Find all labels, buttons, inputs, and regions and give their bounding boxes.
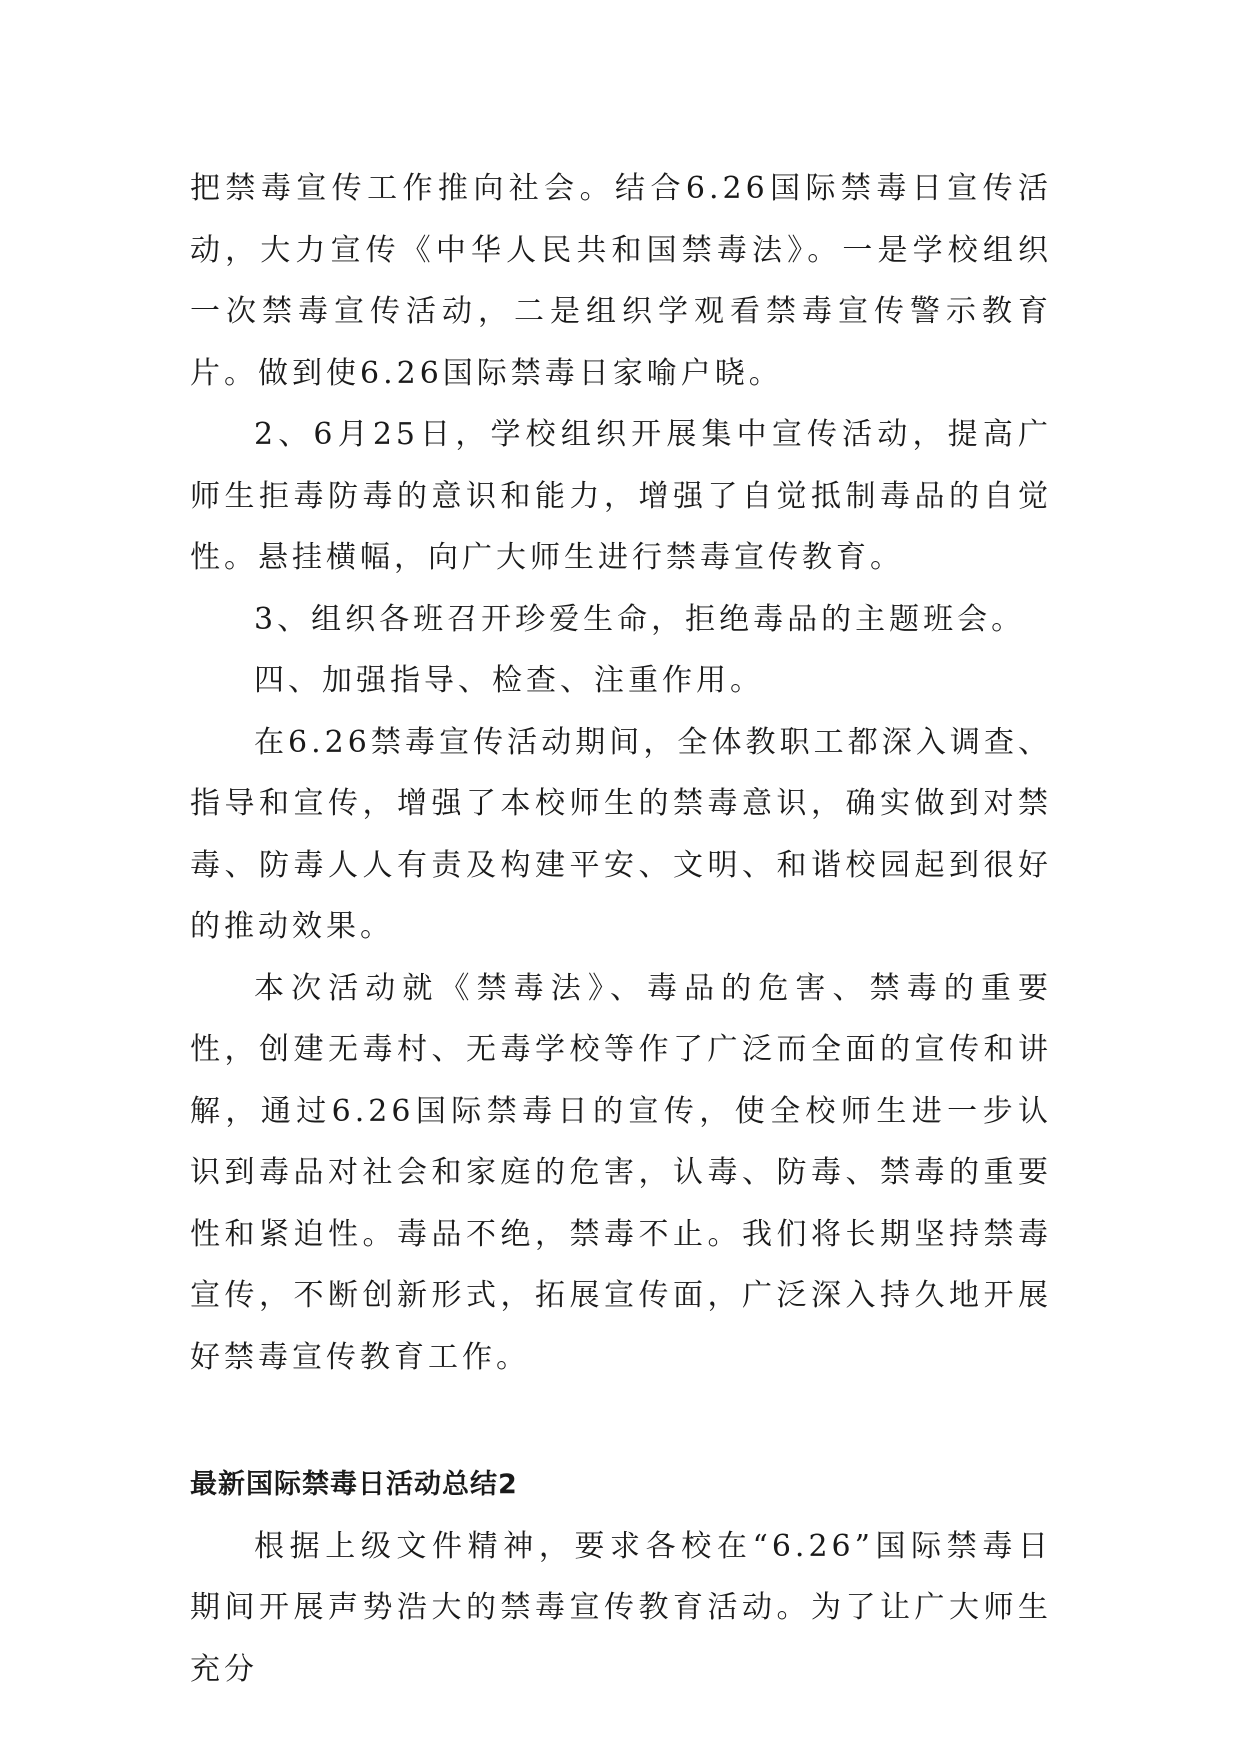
paragraph-3: 3、组织各班召开珍爱生命，拒绝毒品的主题班会。 [254,601,1026,637]
document-body [190,158,1052,1700]
paragraph-7: 根据上级文件精神，要求各校在“6.26”国际禁毒日期间开展声势浩大的禁毒宣传教育活动。为了让广大师生充分 [190,1528,1052,1687]
paragraph-5: 在6.26禁毒宣传活动期间，全体教职工都深入调查、指导和宣传，增强了本校师生的禁毒意识，确实做到对禁毒、防毒人人有责及构建平安、文明、和谐校园起到很好的推动效果。 [190,724,1052,944]
paragraph-1: 把禁毒宣传工作推向社会。结合6.26国际禁毒日宣传活动，大力宣传《中华人民共和国禁毒法》。一是学校组织一次禁毒宣传活动，二是组织学观看禁毒宣传警示教育片。做到使6.26国际禁毒日家喻户晓。 [190,171,1052,391]
paragraph-6: 本次活动就《禁毒法》、毒品的危害、禁毒的重要性，创建无毒村、无毒学校等作了广泛而全面的宣传和讲解，通过6.26国际禁毒日的宣传，使全校师生进一步认识到毒品对社会和家庭的危害，认毒、防毒、禁毒的重要性和紧迫性。毒品不绝，禁毒不止。我们将长期坚持禁毒宣传，不断创新形式，拓展宣传面，广泛深入持久地开展好禁毒宣传教育工作。 [190,970,1052,1375]
paragraph-2: 2、6月25日，学校组织开展集中宣传活动，提高广师生拒毒防毒的意识和能力，增强了自觉抵制毒品的自觉性。悬挂横幅，向广大师生进行禁毒宣传教育。 [190,417,1052,575]
paragraph-4: 四、加强指导、检查、注重作用。 [254,663,764,698]
section-title: 最新国际禁毒日活动总结2 [190,1469,518,1500]
